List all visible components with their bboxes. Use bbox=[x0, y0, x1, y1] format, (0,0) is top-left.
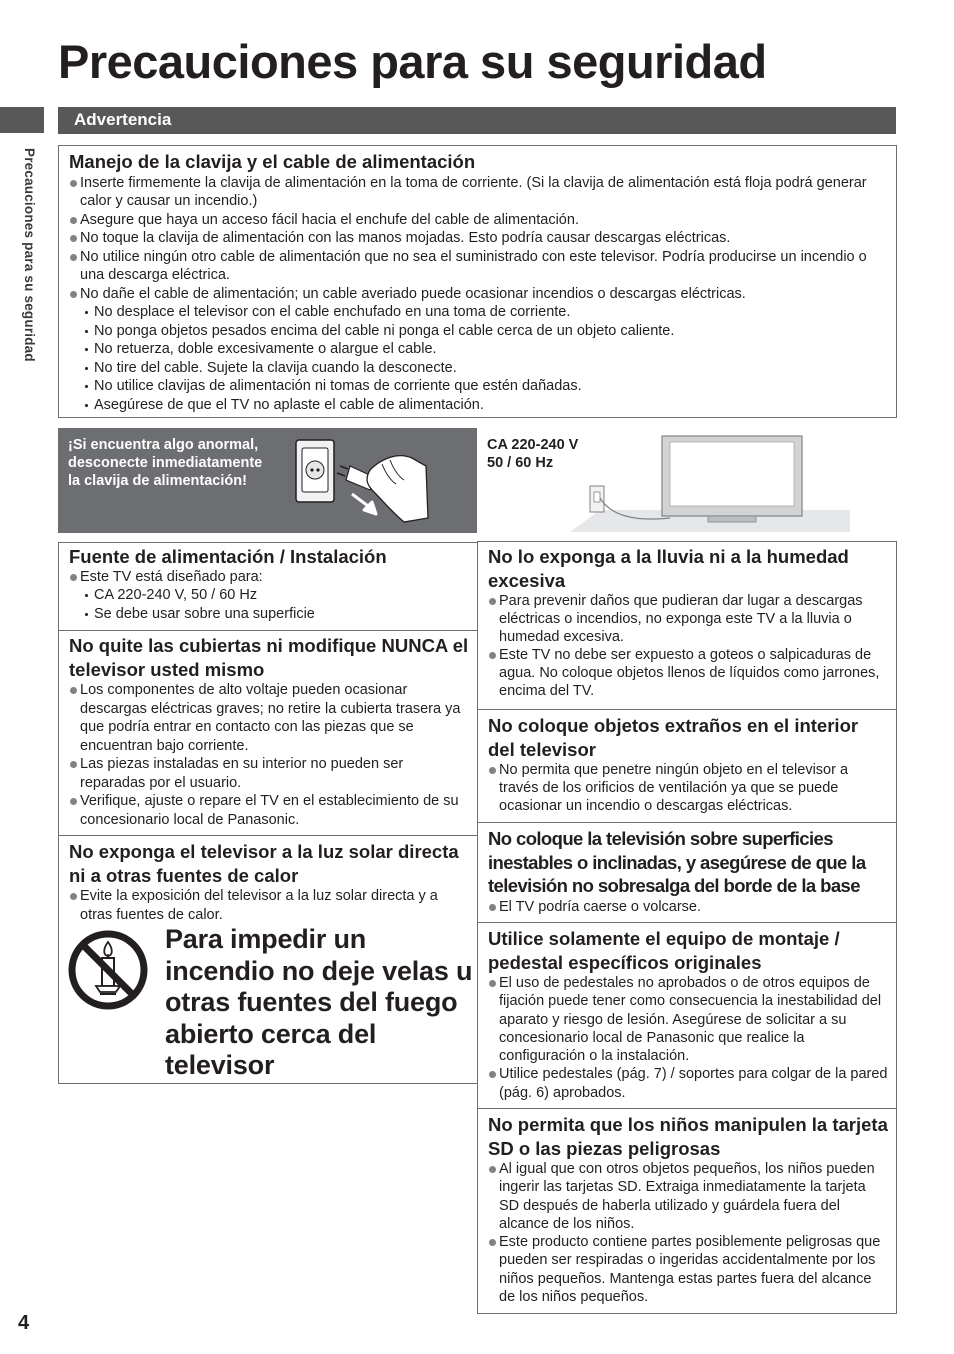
divider bbox=[477, 822, 897, 823]
list-item: Este TV no debe ser expuesto a goteos o salpicaduras de agua. No coloque objetos llenos de líquidos como jarrones, encima del TV. bbox=[488, 646, 888, 700]
rain-bullets bbox=[488, 592, 888, 700]
sunlight-heading: No exponga el televisor a la luz solar directa ni a otras fuentes de calor bbox=[69, 841, 459, 886]
power-supply-heading: Fuente de alimentación / Instalación bbox=[69, 546, 387, 567]
list-item: Este producto contiene partes posiblemente peligrosas que pueden ser respiradas o ingeridas accidentalmente por los niños pequeños. Mantenga estas partes fuera del alcance de los niños pequeños. bbox=[488, 1233, 888, 1306]
list-item: No utilice ningún otro cable de alimentación que no sea el suministrado con este televisor. Podría producirse un incendio o una descarga eléctrica. bbox=[69, 248, 889, 285]
mounting-bullets bbox=[488, 974, 888, 1102]
covers-section bbox=[69, 634, 469, 829]
power-supply-sub-bullets bbox=[69, 586, 469, 623]
divider bbox=[477, 1108, 897, 1109]
list-item: Utilice pedestales (pág. 7) / soportes para colgar de la pared (pág. 6) aprobados. bbox=[488, 1065, 888, 1102]
mounting-heading: Utilice solamente el equipo de montaje / pedestal específicos originales bbox=[488, 928, 840, 973]
list-item: Este TV está diseñado para: bbox=[69, 568, 469, 587]
sub-list-item: No retuerza, doble excesivamente o alargue el cable. bbox=[69, 340, 889, 359]
list-item: Al igual que con otros objetos pequeños, los niños pueden ingerir las tarjetas SD. Extraiga inmediatamente la tarjeta SD después de haberla utilizado y guárdela fuera del alcance de los niños. bbox=[488, 1160, 888, 1233]
divider bbox=[58, 630, 478, 631]
power-cord-sub-bullets bbox=[69, 303, 889, 414]
sub-list-item: No utilice clavijas de alimentación ni tomas de corriente que estén dañadas. bbox=[69, 377, 889, 396]
voltage-label bbox=[487, 436, 578, 472]
list-item: No dañe el cable de alimentación; un cable averiado puede ocasionar incendios o descargas eléctricas. bbox=[69, 285, 889, 304]
children-section bbox=[488, 1113, 888, 1306]
power-cord-heading: Manejo de la clavija y el cable de alimentación bbox=[69, 151, 476, 172]
unstable-surface-bullets bbox=[488, 898, 892, 917]
list-item: Evite la exposición del televisor a la luz solar directa y a otras fuentes de calor. bbox=[69, 887, 469, 924]
list-item: Para prevenir daños que pudieran dar lugar a descargas eléctricas o incendios, no exponga este TV a la lluvia o humedad excesiva. bbox=[488, 592, 888, 646]
power-supply-section bbox=[69, 545, 469, 623]
power-supply-bullets bbox=[69, 568, 469, 587]
sub-list-item: No ponga objetos pesados encima del cable ni ponga el cable cerca de un objeto caliente. bbox=[69, 322, 889, 341]
warning-bar bbox=[58, 107, 896, 134]
side-tab-marker bbox=[0, 107, 44, 133]
abnormal-warning-panel bbox=[58, 428, 477, 533]
power-cord-section bbox=[69, 150, 889, 414]
list-item: Verifique, ajuste o repare el TV en el establecimiento de su concesionario local de Panasonic. bbox=[69, 792, 469, 829]
sunlight-bullets bbox=[69, 887, 469, 924]
page-number: 4 bbox=[18, 1312, 30, 1334]
divider bbox=[477, 709, 897, 710]
abnormal-warning-text: ¡Si encuentra algo anormal, desconecte inmediatamente la clavija de alimentación! bbox=[68, 437, 263, 489]
frequency-line: 50 / 60 Hz bbox=[487, 455, 554, 471]
unstable-surface-section bbox=[488, 827, 892, 916]
page-title: Precauciones para su seguridad bbox=[58, 35, 767, 88]
warning-bar-label: Advertencia bbox=[74, 110, 172, 129]
fire-warning-text: Para impedir un incendio no deje velas u otras fuentes del fuego abierto cerca del televisor bbox=[165, 924, 473, 1080]
side-section-label: Precauciones para su seguridad bbox=[22, 148, 37, 362]
list-item: Los componentes de alto voltaje pueden ocasionar descargas eléctricas graves; no retire la cubierta trasera ya que podría entrar en contacto con las piezas que se encuentran bajo corriente. bbox=[69, 681, 469, 755]
voltage-line: CA 220-240 V bbox=[487, 437, 579, 453]
power-cord-bullets bbox=[69, 174, 889, 304]
sub-list-item: Se debe usar sobre una superficie bbox=[69, 605, 469, 624]
foreign-objects-bullets bbox=[488, 761, 888, 815]
sub-list-item: No desplace el televisor con el cable enchufado en una toma de corriente. bbox=[69, 303, 889, 322]
list-item: Inserte firmemente la clavija de alimentación en la toma de corriente. (Si la clavija de alimentación está floja podrá generar calor y causar un incendio.) bbox=[69, 174, 889, 211]
list-item: El uso de pedestales no aprobados o de otros equipos de fijación puede tener como consecuencia la inestabilidad del aparato y riesgo de lesión. Asegúrese de solicitar a su concesionario local de Panasonic que realice la configuración o la instalación. bbox=[488, 974, 888, 1065]
list-item: No toque la clavija de alimentación con las manos mojadas. Esto podría causar descargas eléctricas. bbox=[69, 229, 889, 248]
list-item: Las piezas instaladas en su interior no pueden ser reparadas por el usuario. bbox=[69, 755, 469, 792]
sunlight-section bbox=[69, 840, 469, 924]
no-candle-icon bbox=[66, 928, 150, 1012]
list-item: No permita que penetre ningún objeto en el televisor a través de los orificios de ventilación ya que se puede ocasionar un incendio o descargas eléctricas. bbox=[488, 761, 888, 815]
list-item: Asegure que haya un acceso fácil hacia el enchufe del cable de alimentación. bbox=[69, 211, 889, 230]
list-item: El TV podría caerse o volcarse. bbox=[488, 898, 892, 917]
rain-heading: No lo exponga a la lluvia ni a la humedad excesiva bbox=[488, 546, 849, 591]
sub-list-item: No tire del cable. Sujete la clavija cuando la desconecte. bbox=[69, 359, 889, 378]
foreign-objects-heading: No coloque objetos extraños en el interior del televisor bbox=[488, 715, 859, 760]
children-bullets bbox=[488, 1160, 888, 1306]
covers-bullets bbox=[69, 681, 469, 829]
mounting-section bbox=[488, 927, 888, 1102]
sub-list-item: CA 220-240 V, 50 / 60 Hz bbox=[69, 586, 469, 605]
divider bbox=[477, 922, 897, 923]
sub-list-item: Asegúrese de que el TV no aplaste el cable de alimentación. bbox=[69, 396, 889, 415]
tv-illustration-icon bbox=[570, 434, 850, 534]
rain-section bbox=[488, 545, 888, 700]
unstable-surface-heading: No coloque la televisión sobre superficies inestables o inclinadas, y asegúrese de que la televisión no sobresalga del borde de la base bbox=[488, 828, 866, 896]
foreign-objects-section bbox=[488, 714, 888, 815]
divider bbox=[58, 835, 478, 836]
children-heading: No permita que los niños manipulen la tarjeta SD o las piezas peligrosas bbox=[488, 1114, 888, 1159]
unplug-illustration-icon bbox=[294, 436, 470, 528]
covers-heading: No quite las cubiertas ni modifique NUNCA el televisor usted mismo bbox=[69, 635, 469, 680]
